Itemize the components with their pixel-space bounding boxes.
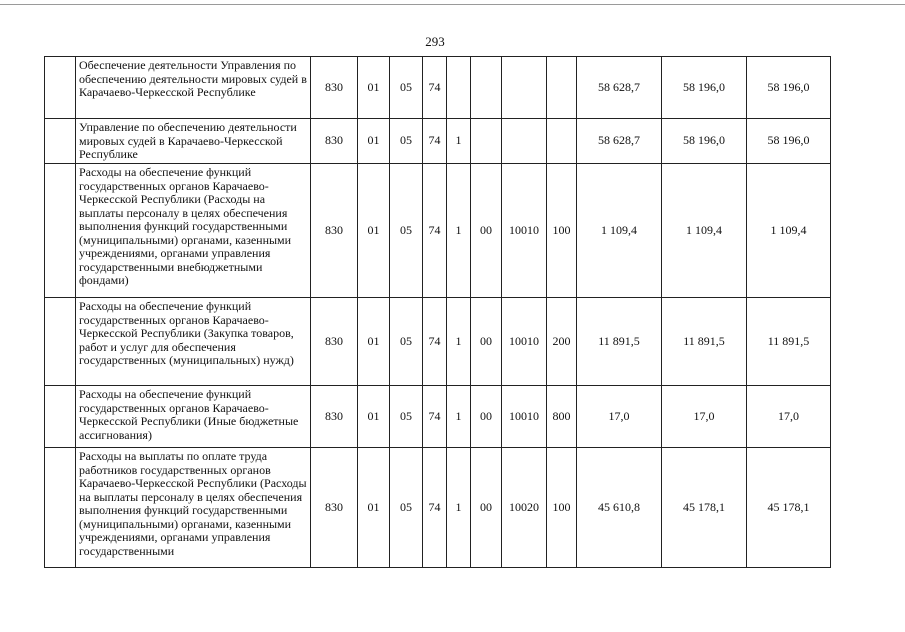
amount-year-1: 58 628,7 bbox=[577, 57, 662, 119]
ministry-code: 830 bbox=[311, 57, 358, 119]
amount-year-1: 1 109,4 bbox=[577, 164, 662, 298]
amount-year-2: 11 891,5 bbox=[662, 298, 747, 386]
table-row bbox=[45, 298, 831, 386]
direction-code bbox=[502, 57, 547, 119]
subprogram-code: 1 bbox=[447, 448, 471, 568]
table-row bbox=[45, 57, 831, 119]
section-code: 01 bbox=[358, 448, 390, 568]
row-description: Расходы на обеспечение функций государственных органов Карачаево-Черкесской Республики (Закупка товаров, работ и услуг для обеспечения государственных (муниципальных) нужд) bbox=[76, 298, 311, 386]
row-index-cell bbox=[45, 57, 76, 119]
measure-code bbox=[471, 57, 502, 119]
amount-year-3: 1 109,4 bbox=[747, 164, 831, 298]
subprogram-code bbox=[447, 57, 471, 119]
measure-code: 00 bbox=[471, 448, 502, 568]
measure-code: 00 bbox=[471, 164, 502, 298]
budget-table bbox=[44, 56, 831, 568]
row-index-cell bbox=[45, 448, 76, 568]
row-description: Расходы на обеспечение функций государственных органов Карачаево-Черкесской Республики (Иные бюджетные ассигнования) bbox=[76, 386, 311, 448]
amount-year-1: 11 891,5 bbox=[577, 298, 662, 386]
expense-type-code: 200 bbox=[547, 298, 577, 386]
direction-code: 10020 bbox=[502, 448, 547, 568]
ministry-code: 830 bbox=[311, 448, 358, 568]
top-rule bbox=[0, 4, 905, 5]
table-row bbox=[45, 164, 831, 298]
section-code: 01 bbox=[358, 298, 390, 386]
section-code: 01 bbox=[358, 119, 390, 164]
subsection-code: 05 bbox=[390, 298, 423, 386]
amount-year-2: 1 109,4 bbox=[662, 164, 747, 298]
table-row bbox=[45, 119, 831, 164]
amount-year-1: 17,0 bbox=[577, 386, 662, 448]
program-code: 74 bbox=[423, 298, 447, 386]
section-code: 01 bbox=[358, 386, 390, 448]
row-description: Управление по обеспечению деятельности мировых судей в Карачаево-Черкесской Республике bbox=[76, 119, 311, 164]
amount-year-3: 58 196,0 bbox=[747, 57, 831, 119]
amount-year-2: 45 178,1 bbox=[662, 448, 747, 568]
ministry-code: 830 bbox=[311, 119, 358, 164]
amount-year-2: 58 196,0 bbox=[662, 119, 747, 164]
expense-type-code bbox=[547, 119, 577, 164]
ministry-code: 830 bbox=[311, 164, 358, 298]
direction-code bbox=[502, 119, 547, 164]
section-code: 01 bbox=[358, 164, 390, 298]
section-code: 01 bbox=[358, 57, 390, 119]
measure-code bbox=[471, 119, 502, 164]
direction-code: 10010 bbox=[502, 298, 547, 386]
row-description: Расходы на выплаты по оплате труда работников государственных органов Карачаево-Черкесской Республики (Расходы на выплаты персоналу в целях обеспечения выполнения функций государственными (муниципальными) органами, казенными учреждениями, органами управления государственными bbox=[76, 448, 311, 568]
subsection-code: 05 bbox=[390, 164, 423, 298]
subprogram-code: 1 bbox=[447, 298, 471, 386]
program-code: 74 bbox=[423, 164, 447, 298]
amount-year-2: 58 196,0 bbox=[662, 57, 747, 119]
ministry-code: 830 bbox=[311, 386, 358, 448]
subsection-code: 05 bbox=[390, 448, 423, 568]
row-description: Обеспечение деятельности Управления по обеспечению деятельности мировых судей в Карачаево-Черкесской Республике bbox=[76, 57, 311, 119]
expense-type-code: 100 bbox=[547, 164, 577, 298]
table-body bbox=[45, 57, 831, 568]
subsection-code: 05 bbox=[390, 386, 423, 448]
amount-year-1: 45 610,8 bbox=[577, 448, 662, 568]
expense-type-code bbox=[547, 57, 577, 119]
row-index-cell bbox=[45, 164, 76, 298]
direction-code: 10010 bbox=[502, 386, 547, 448]
page-number: 293 bbox=[425, 34, 445, 49]
row-index-cell bbox=[45, 386, 76, 448]
program-code: 74 bbox=[423, 119, 447, 164]
table-row bbox=[45, 386, 831, 448]
measure-code: 00 bbox=[471, 298, 502, 386]
subsection-code: 05 bbox=[390, 57, 423, 119]
amount-year-3: 58 196,0 bbox=[747, 119, 831, 164]
ministry-code: 830 bbox=[311, 298, 358, 386]
row-description: Расходы на обеспечение функций государственных органов Карачаево-Черкесской Республики (Расходы на выплаты персоналу в целях обеспечения выполнения функций государственными (муниципальными) органами, казенными учреждениями, органами управления государственными внебюджетными фондами) bbox=[76, 164, 311, 298]
subprogram-code: 1 bbox=[447, 119, 471, 164]
expense-type-code: 800 bbox=[547, 386, 577, 448]
program-code: 74 bbox=[423, 448, 447, 568]
subprogram-code: 1 bbox=[447, 386, 471, 448]
row-index-cell bbox=[45, 119, 76, 164]
amount-year-1: 58 628,7 bbox=[577, 119, 662, 164]
row-index-cell bbox=[45, 298, 76, 386]
expense-type-code: 100 bbox=[547, 448, 577, 568]
program-code: 74 bbox=[423, 57, 447, 119]
subsection-code: 05 bbox=[390, 119, 423, 164]
amount-year-3: 11 891,5 bbox=[747, 298, 831, 386]
subprogram-code: 1 bbox=[447, 164, 471, 298]
direction-code: 10010 bbox=[502, 164, 547, 298]
amount-year-3: 45 178,1 bbox=[747, 448, 831, 568]
table-row bbox=[45, 448, 831, 568]
amount-year-3: 17,0 bbox=[747, 386, 831, 448]
program-code: 74 bbox=[423, 386, 447, 448]
amount-year-2: 17,0 bbox=[662, 386, 747, 448]
measure-code: 00 bbox=[471, 386, 502, 448]
